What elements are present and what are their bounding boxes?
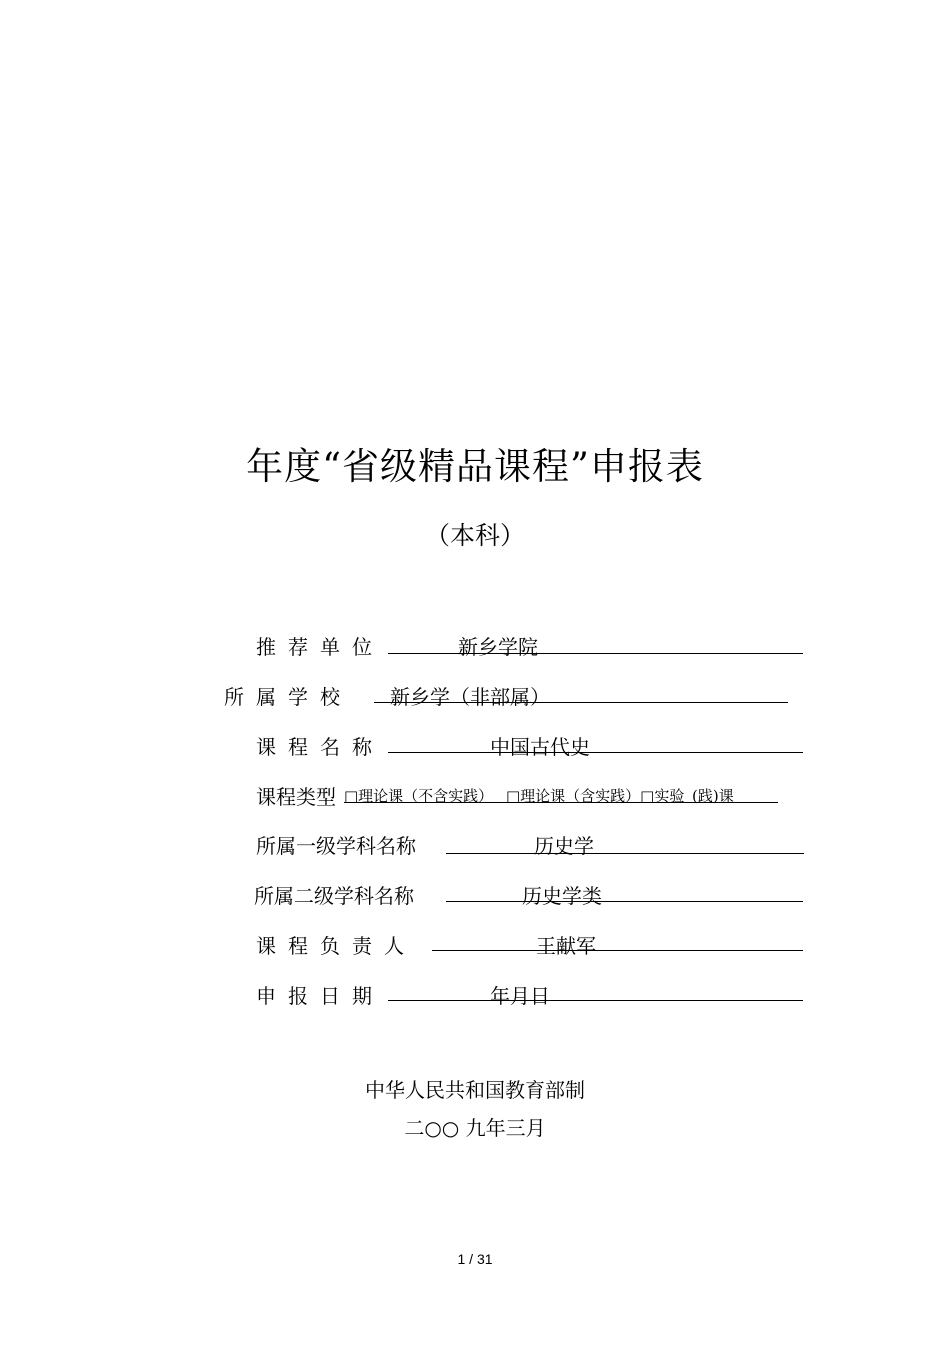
- document-title: 年度“省级精品课程”申报表: [246, 445, 704, 488]
- course-value: 中国古代史: [490, 735, 590, 759]
- date-value: 年月日: [490, 984, 550, 1008]
- course-type-option-3: (践)课: [692, 787, 734, 805]
- first-subject-value: 历史学: [534, 834, 594, 858]
- school-label: 所属学校: [224, 685, 352, 709]
- document-subtitle: （本科）: [424, 521, 525, 550]
- recommend-value: 新乡学院: [458, 635, 538, 659]
- course-label: 课程名称: [256, 735, 384, 759]
- leader-label: 课程负责人: [256, 934, 416, 958]
- course-type-option-1: □理论课（不含实践）: [344, 787, 494, 805]
- first-subject-label: 所属一级学科名称: [256, 834, 416, 858]
- second-subject-value: 历史学类: [522, 884, 602, 908]
- course-type-label: 课程类型: [256, 785, 336, 809]
- date-label: 申报日期: [256, 984, 384, 1008]
- leader-underline: [432, 950, 803, 951]
- second-subject-label: 所属二级学科名称: [254, 884, 414, 908]
- issuer-text: 中华人民共和国教育部制: [365, 1078, 585, 1102]
- first-subject-underline: [446, 853, 804, 854]
- page-number: 1 / 31: [457, 1251, 493, 1267]
- leader-value: 王献军: [536, 934, 596, 958]
- second-subject-underline: [446, 901, 803, 902]
- school-value: 新乡学（非部属）: [390, 685, 550, 709]
- recommend-underline: [388, 653, 803, 654]
- course-underline: [388, 752, 803, 753]
- course-type-option-2: □理论课（含实践）□实验: [506, 787, 685, 805]
- recommend-label: 推荐单位: [256, 635, 384, 659]
- date-underline: [388, 1000, 803, 1001]
- issue-date-text: 二○○ 九年三月: [404, 1116, 546, 1140]
